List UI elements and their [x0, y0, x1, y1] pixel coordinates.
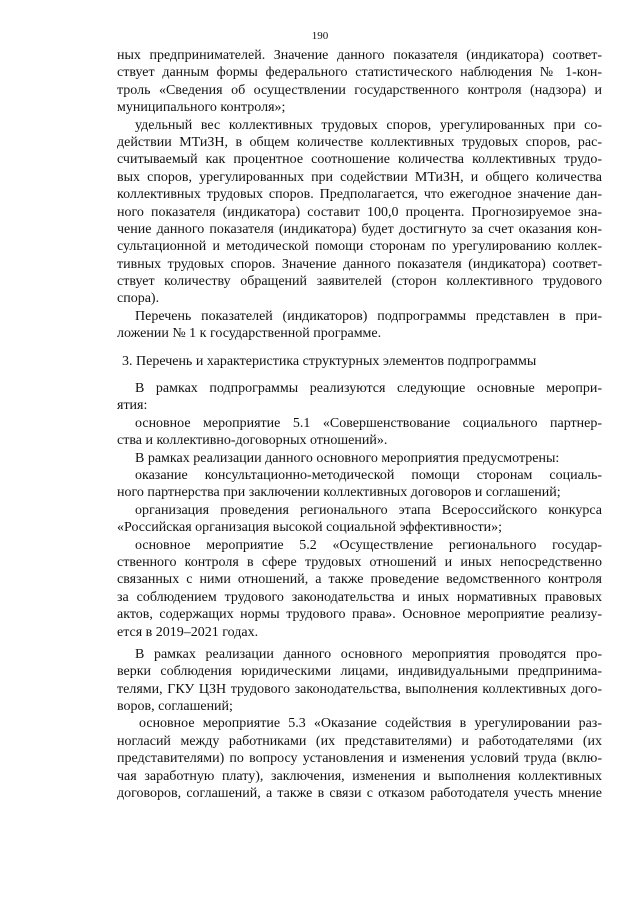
- text-line: оказание консультационно-методической помощи сторонам социаль-: [135, 467, 602, 483]
- text-line: Перечень показателей (индикаторов) подпрограммы представлен в при-: [135, 308, 602, 324]
- text-line: ется в 2019–2021 годах.: [117, 624, 259, 640]
- text-line: В рамках реализации данного основного мероприятия проводятся про-: [135, 646, 602, 662]
- text-line: ного партнерства при заключении коллективных договоров и соглашений;: [117, 485, 561, 501]
- text-line: ных предпринимателей. Значение данного показателя (индикатора) соответ-: [117, 48, 602, 63]
- text-line: В рамках реализации данного основного мероприятия предусмотрены:: [135, 450, 560, 466]
- text-line: вых споров, урегулированных при содействии МТиЗН, и общего количества: [117, 169, 602, 185]
- text-line: чение данного показателя (индикатора) будет достигнуто за счет оказания кон-: [117, 221, 602, 237]
- paragraph: [117, 415, 602, 450]
- text-line: воров, соглашений;: [117, 699, 233, 715]
- text-line: ложении № 1 к государственной программе.: [117, 326, 382, 342]
- text-line: за соблюдением трудового законодательства и иных нормативных правовых: [117, 589, 602, 605]
- paragraph: [117, 47, 602, 117]
- text-line: договоров, соглашений, а также в связи с отказом работодателя учесть мнение: [117, 786, 602, 802]
- spacer: [117, 370, 602, 380]
- text-line: ства и коллективно-договорных отношений».: [117, 433, 388, 449]
- text-line: верки соблюдения юридическими лицами, индивидуальными предпринима-: [117, 664, 602, 680]
- paragraph: [117, 308, 602, 343]
- text-line: чая заработную плату), заключения, изменения и выполнения коллективных: [117, 768, 602, 784]
- text-line: представителями) по вопросу установления и изменения условий труда (вклю-: [117, 751, 602, 767]
- text-line: актов, содержащих нормы трудового права». Основное мероприятие реализу-: [117, 607, 602, 623]
- paragraph: [117, 502, 602, 537]
- text-line: считываемый как процентное соотношение количества коллективных трудо-: [117, 152, 602, 168]
- text-line: телями, ГКУ ЦЗН трудового законодательства, выполнения коллективных дого-: [117, 681, 602, 697]
- text-line: ногласий между работниками (их представителями) и работодателями (их: [117, 733, 602, 749]
- page-number: 190: [311, 30, 329, 42]
- text-line: коллективных трудовых споров. Предполагается, что ежегодное значение дан-: [117, 187, 602, 203]
- text-line: ственного контроля в сфере трудовых отношений и иных непосредственно: [117, 554, 602, 570]
- text-line: ятия:: [117, 398, 148, 414]
- text-line: основное мероприятие 5.1 «Совершенствование социального партнер-: [135, 415, 602, 431]
- text-line: В рамках подпрограммы реализуются следующие основные меропри-: [135, 381, 602, 397]
- text-line: связанных с ними отношений, а также проведение ведомственного контроля: [117, 572, 602, 588]
- document-body: [117, 47, 602, 802]
- paragraph: [117, 646, 602, 716]
- text-line: основное мероприятие 5.2 «Осуществление регионального государ-: [135, 537, 602, 553]
- spacer: [117, 343, 602, 353]
- paragraph: [117, 380, 602, 415]
- text-line: удельный вес коллективных трудовых споров, урегулированных при со-: [135, 117, 602, 133]
- text-line: «Российская организация высокой социальной эффективности»;: [117, 520, 503, 536]
- text-line: ствует количеству обращений заявителей (сторон коллективного трудового: [117, 274, 602, 290]
- text-line: спора).: [117, 291, 160, 307]
- paragraph: [117, 537, 602, 641]
- paragraph: [117, 467, 602, 502]
- paragraph: [117, 117, 602, 308]
- text-line: сультационной и методической помощи сторонам по урегулированию коллек-: [117, 239, 602, 255]
- text-line: основное мероприятие 5.3 «Оказание содействия в урегулировании раз-: [139, 716, 602, 732]
- text-line: действии МТиЗН, в общем количестве коллективных трудовых споров, рас-: [117, 134, 602, 150]
- paragraph: [117, 450, 602, 467]
- section-heading: 3. Перечень и характеристика структурных элементов подпрограммы: [122, 353, 537, 369]
- text-line: муниципального контроля»;: [117, 100, 286, 116]
- text-line: ного показателя (индикатора) составит 100,0 процента. Прогнозируемое зна-: [117, 204, 602, 220]
- paragraph: [117, 715, 602, 802]
- text-line: ствует данным формы федерального статистического наблюдения № 1-кон-: [117, 65, 602, 81]
- text-line: троль «Сведения об осуществлении государственного контроля (надзора) и: [117, 82, 602, 98]
- text-line: организация проведения регионального этапа Всероссийского конкурса: [135, 502, 602, 518]
- text-line: тивных трудовых споров. Значение данного показателя (индикатора) соответ-: [117, 256, 602, 272]
